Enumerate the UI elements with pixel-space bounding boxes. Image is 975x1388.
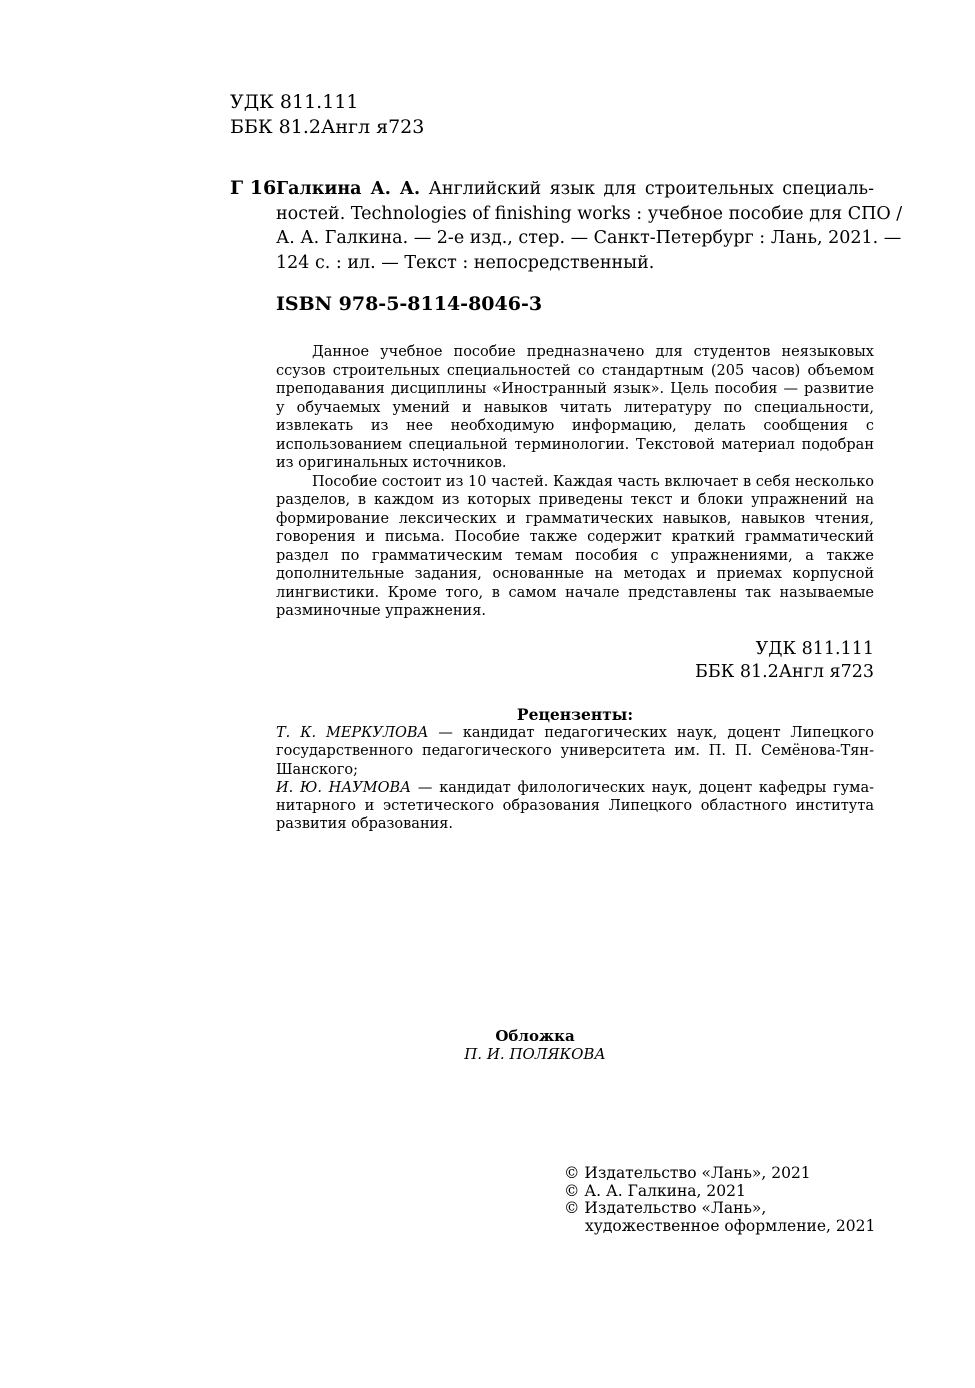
isbn: ISBN 978-5-8114-8046-3	[276, 293, 543, 315]
annotation-line: раздел по грамматическим темам пособия с упражнениями, а также	[276, 547, 874, 564]
annotation-line: лингвистики. Кроме того, в самом начале представлены так называемые	[276, 584, 874, 601]
copyright-line: © Издательство «Лань», 2021	[564, 1164, 811, 1182]
annotation-line: ссузов строительных специальностей со стандартным (205 часов) объемом	[276, 362, 874, 379]
udk-code: УДК 811.111	[230, 91, 359, 113]
copyright-line: художественное оформление, 2021	[585, 1216, 876, 1235]
annotation-line: разминочные упражнения.	[276, 603, 486, 619]
annotation-line: Данное учебное пособие предназначено для студентов неязыковых	[312, 344, 874, 360]
cover-label: Обложка	[495, 1027, 575, 1045]
annotation-line: говорения и письма. Пособие также содержит краткий грамматический	[276, 529, 874, 545]
cover-credit	[276, 1027, 794, 1063]
reviewer-2-line-3: развития образования.	[276, 816, 454, 833]
reviewer-1-line-2: государственного педагогического университета им. П. П. Семёнова-Тян-	[276, 743, 874, 760]
author-name: Галкина А. А.	[276, 179, 421, 199]
udk-code-right: УДК 811.111	[755, 639, 874, 659]
author-sign-code: Г 16	[230, 177, 277, 199]
reviewer-2-line-2: нитарного и эстетического образования Липецкого областного института	[276, 798, 874, 815]
annotation	[276, 343, 874, 621]
reviewer-1-line-3: Шанского;	[276, 761, 358, 778]
cover-designer: П. И. ПОЛЯКОВА	[464, 1045, 606, 1063]
reviewers-list	[276, 724, 874, 834]
bibliographic-record	[276, 177, 903, 275]
udk-bbk-right	[500, 638, 874, 684]
annotation-line: дополнительные задания, основанные на методах и приемах корпусной	[276, 566, 874, 582]
bbk-code-right: ББК 81.2Англ я723	[695, 662, 874, 682]
bbk-code: ББК 81.2Англ я723	[230, 116, 425, 138]
biblio-line-4: 124 с. : ил. — Текст : непосредственный.	[276, 252, 655, 273]
biblio-line-2: ностей. Technologies of finishing works : учебное пособие для СПО /	[276, 203, 903, 224]
reviewer-1-line-1: Т. К. МЕРКУЛОВА — кандидат педагогических наук, доцент Липецкого	[276, 725, 874, 741]
annotation-line: преподавания дисциплины «Иностранный язык». Цель пособия — развитие	[276, 381, 874, 397]
biblio-line-3: А. А. Галкина. — 2-е изд., стер. — Санкт-Петербург : Лань, 2021. —	[276, 228, 902, 248]
reviewers-title: Рецензенты:	[516, 705, 634, 724]
reviewer-2-line-1: И. Ю. НАУМОВА — кандидат филологических наук, доцент кафедры гума-	[276, 779, 874, 796]
annotation-line: использованием специальной терминологии. Текстовой материал подобран	[276, 436, 874, 453]
reviewer-2-name: И. Ю. НАУМОВА	[276, 779, 412, 796]
copyright-line: © Издательство «Лань»,	[564, 1199, 767, 1217]
copyright-line: © А. А. Галкина, 2021	[564, 1181, 746, 1200]
annotation-line: Пособие состоит из 10 частей. Каждая часть включает в себя несколько	[312, 473, 874, 490]
annotation-line: извлекать из нее необходимую информацию, делать сообщения с	[276, 418, 874, 434]
biblio-line-1: Галкина А. А. Английский язык для строительных специаль-	[276, 179, 874, 199]
copyright-block	[564, 1165, 875, 1235]
reviewer-1-name: Т. К. МЕРКУЛОВА	[276, 725, 429, 741]
udk-bbk-header	[230, 90, 424, 140]
annotation-line: у обучаемых умений и навыков читать литературу по специальности,	[276, 399, 874, 416]
annotation-line: формирование лексических и грамматических навыков, навыков чтения,	[276, 510, 874, 527]
annotation-line: из оригинальных источников.	[276, 455, 507, 471]
annotation-line: разделов, в каждом из которых приведены текст и блоки упражнений на	[276, 492, 874, 508]
